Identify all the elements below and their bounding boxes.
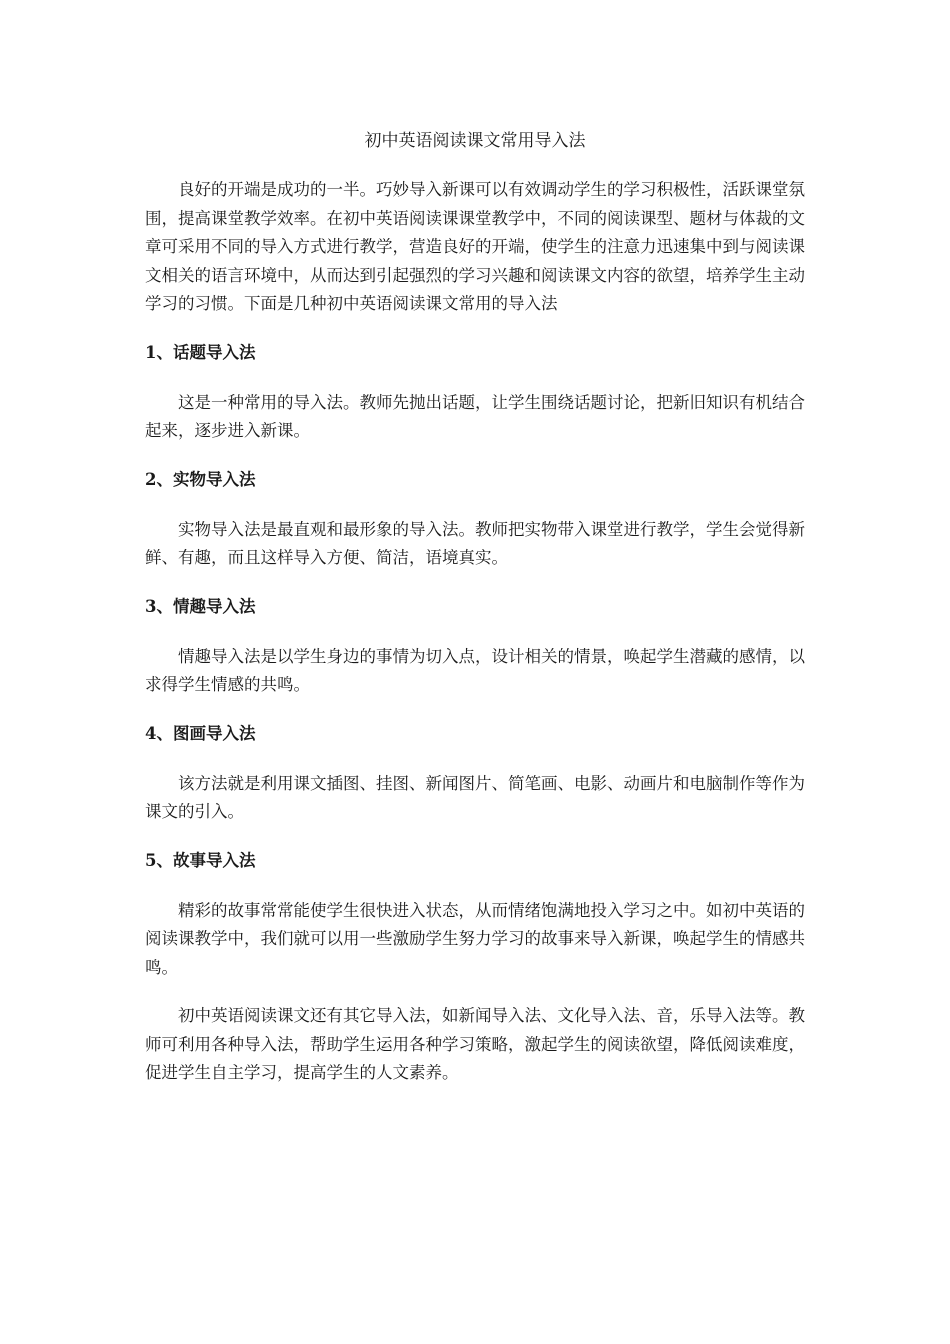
document-title: 初中英语阅读课文常用导入法 bbox=[364, 131, 586, 151]
section-body-topic: 这是一种常用的导入法。教师先抛出话题，让学生围绕话题讨论，把新旧知识有机结合起来，逐步进入新课。 bbox=[145, 392, 805, 440]
conclusion-paragraph: 初中英语阅读课文还有其它导入法，如新闻导入法、文化导入法、音，乐导入法等。教师可利用各种导入法，帮助学生运用各种学习策略，激起学生的阅读欲望，降低阅读难度，促进学生自主学习，提高学生的人文素养。 bbox=[145, 1006, 805, 1082]
section-body-story: 精彩的故事常常能使学生很快进入状态，从而情绪饱满地投入学习之中。如初中英语的阅读课教学中，我们就可以用一些激励学生努力学习的故事来导入新课，唤起学生的情感共鸣。 bbox=[145, 900, 805, 977]
section-body-object: 实物导入法是最直观和最形象的导入法。教师把实物带入课堂进行教学，学生会觉得新鲜、有趣，而且这样导入方便、简洁，语境真实。 bbox=[145, 519, 805, 567]
section-heading-topic: 1、话题导入法 bbox=[145, 342, 256, 362]
section-body-interest: 情趣导入法是以学生身边的事情为切入点，设计相关的情景，唤起学生潜藏的感情，以求得学生情感的共鸣。 bbox=[145, 646, 805, 694]
intro-paragraph: 良好的开端是成功的一半。巧妙导入新课可以有效调动学生的学习积极性，活跃课堂氛围，提高课堂教学效率。在初中英语阅读课课堂教学中，不同的阅读课型、题材与体裁的文章可采用不同的导入方式进行教学，营造良好的开端，使学生的注意力迅速集中到与阅读课文相关的语言环境中，从而达到引起强烈的学习兴趣和阅读课文内容的欲望，培养学生主动学习的习惯。下面是几种初中英语阅读课文常用的导入法 bbox=[145, 180, 805, 313]
section-body-picture: 该方法就是利用课文插图、挂图、新闻图片、简笔画、电影、动画片和电脑制作等作为课文的引入。 bbox=[145, 773, 805, 821]
section-heading-interest: 3、情趣导入法 bbox=[145, 596, 256, 616]
section-heading-object: 2、实物导入法 bbox=[145, 469, 256, 489]
document-page bbox=[145, 126, 805, 1108]
section-heading-story: 5、故事导入法 bbox=[145, 850, 256, 870]
section-heading-picture: 4、图画导入法 bbox=[145, 723, 256, 743]
